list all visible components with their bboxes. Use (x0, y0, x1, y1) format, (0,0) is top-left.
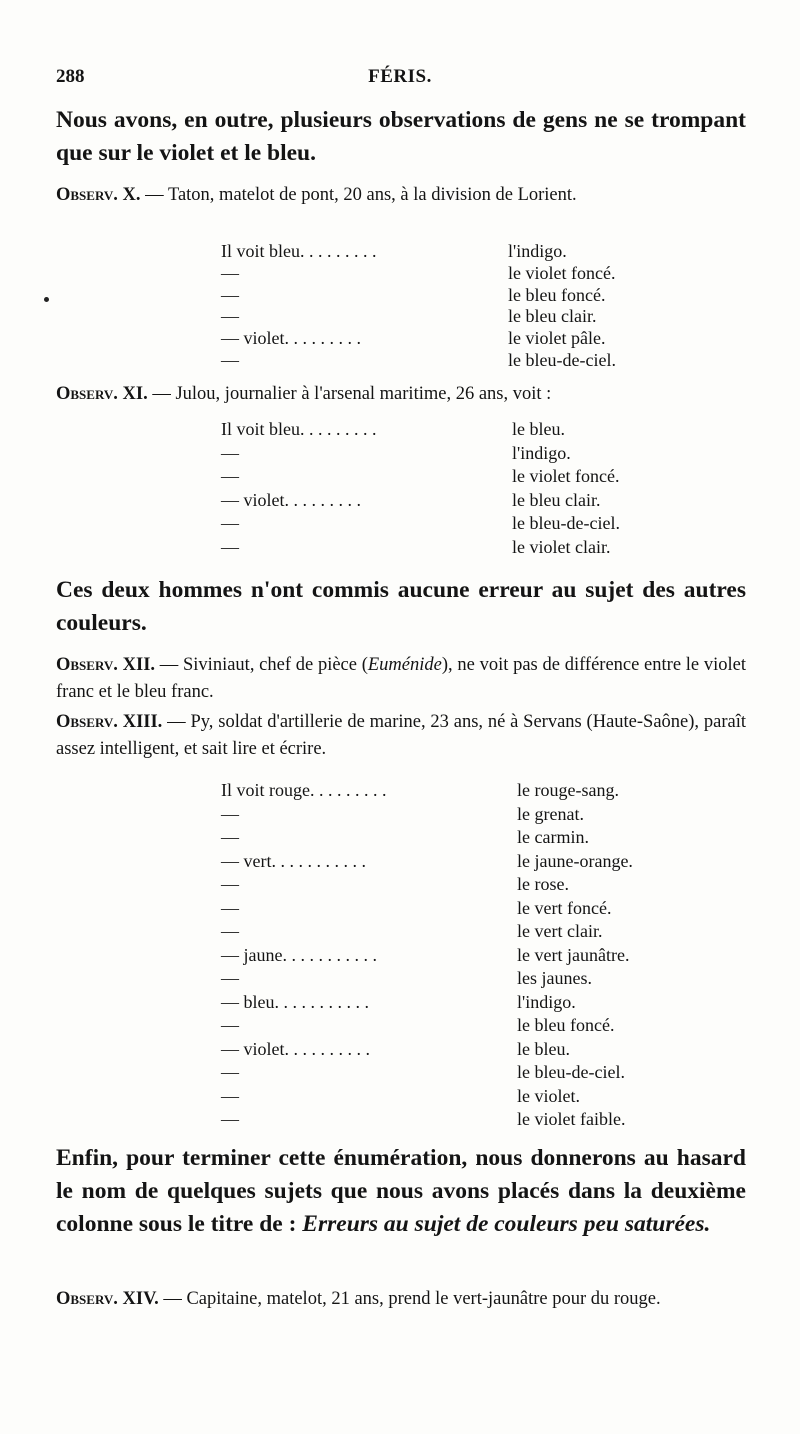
observation-label: Observ. XIV. (56, 1289, 159, 1309)
row-left: — (221, 442, 239, 463)
row-left: — (221, 306, 239, 327)
row-right: le bleu foncé. (517, 1015, 615, 1035)
observation-text: — Taton, matelot de pont, 20 ans, à la division de Lorient. (140, 185, 577, 205)
observation-text: — Capitaine, matelot, 21 ans, prend le vert-jaunâtre pour du rouge. (158, 1289, 661, 1309)
observation-10 (56, 182, 746, 209)
row-right: le bleu foncé. (508, 284, 606, 305)
row-left: — bleu. . . . . . . . . . . (221, 991, 369, 1012)
row-right: le bleu-de-ciel. (508, 350, 616, 370)
row-right: le violet clair. (512, 536, 611, 557)
row-left: — violet. . . . . . . . . (221, 328, 361, 349)
row-right: le violet pâle. (508, 328, 606, 349)
row-left: — (221, 968, 239, 988)
row-left: — violet. . . . . . . . . . (221, 1038, 370, 1059)
observation-text: — Siviniaut, chef de pièce ( (155, 655, 368, 675)
running-title: FÉRIS. (368, 66, 432, 87)
observation-label: Observ. XI. (56, 384, 148, 404)
observation-12 (56, 652, 746, 706)
row-left: — (221, 536, 239, 557)
margin-dot (44, 297, 49, 302)
row-right: le violet foncé. (508, 262, 616, 283)
row-left: — (221, 803, 239, 824)
row-right: l'indigo. (508, 241, 567, 261)
row-right: le violet faible. (517, 1109, 626, 1129)
row-left: — (221, 1109, 239, 1129)
row-left: — (221, 897, 239, 918)
row-right: le grenat. (517, 803, 584, 824)
observation-text-end: ), ne voit pas de différence entre le violet franc et le bleu franc. (56, 655, 746, 702)
row-right: le bleu-de-ciel. (517, 1062, 625, 1082)
observation-13 (56, 709, 746, 763)
observation-label: Observ. XIII. (56, 712, 163, 732)
row-left: — vert. . . . . . . . . . . (221, 850, 366, 871)
row-left: — jaune. . . . . . . . . . . (221, 944, 377, 965)
row-right: le bleu. (517, 1038, 570, 1059)
row-left: — violet. . . . . . . . . (221, 489, 361, 510)
observation-14 (56, 1286, 746, 1313)
observation-label: Observ. XII. (56, 655, 156, 675)
row-right: le bleu clair. (512, 489, 601, 510)
row-right: le violet. (517, 1085, 580, 1106)
row-right: le bleu clair. (508, 306, 597, 327)
row-right: les jaunes. (517, 968, 592, 988)
row-left: — (221, 921, 239, 941)
observation-11 (56, 381, 746, 408)
row-right: le carmin. (517, 827, 589, 847)
row-left: — (221, 1085, 239, 1106)
row-left: — (221, 1015, 239, 1035)
row-right: l'indigo. (517, 991, 576, 1012)
closing-paragraph (56, 1142, 746, 1241)
page-number: 288 (56, 66, 85, 87)
row-left: — (221, 262, 239, 283)
page-header (56, 66, 744, 90)
row-right: le vert jaunâtre. (517, 944, 630, 965)
row-left: — (221, 350, 239, 370)
intro-paragraph: Nous avons, en outre, plusieurs observations de gens ne se trompant que sur le violet et le bleu. (56, 107, 746, 166)
closing-text: Enfin, pour terminer cette énumération, nous donnerons au hasard le nom de quelques sujets que nous avons placés dans la deuxième colonne sous le titre de : (56, 1145, 746, 1237)
row-left: Il voit rouge. . . . . . . . . (221, 780, 387, 800)
closing-emphasis: Erreurs au sujet de couleurs peu saturées. (302, 1211, 711, 1237)
observation-text: — Py, soldat d'artillerie de marine, 23 ans, né à Servans (Haute-Saône), paraît assez intelligent, et sait lire et écrire. (56, 712, 746, 759)
row-right: le violet foncé. (512, 466, 620, 486)
observation-label: Observ. X. (56, 185, 141, 205)
row-left: Il voit bleu. . . . . . . . . (221, 241, 377, 261)
row-right: le jaune-orange. (517, 850, 633, 871)
row-left: — (221, 874, 239, 894)
ship-name: Euménide (367, 655, 442, 675)
row-left: — (221, 284, 239, 305)
row-right: le vert foncé. (517, 897, 612, 918)
row-right: le rouge-sang. (517, 780, 619, 800)
row-right: le rose. (517, 874, 569, 894)
row-right: l'indigo. (512, 442, 571, 463)
middle-paragraph: Ces deux hommes n'ont commis aucune erreur au sujet des autres couleurs. (56, 577, 746, 636)
row-right: le vert clair. (517, 921, 603, 941)
row-left: — (221, 513, 239, 533)
row-left: — (221, 466, 239, 486)
row-left: — (221, 1062, 239, 1082)
row-right: le bleu. (512, 419, 565, 439)
row-left: — (221, 827, 239, 847)
observation-text: — Julou, journalier à l'arsenal maritime, 26 ans, voit : (147, 384, 552, 404)
row-left: Il voit bleu. . . . . . . . . (221, 419, 377, 439)
row-right: le bleu-de-ciel. (512, 513, 620, 533)
